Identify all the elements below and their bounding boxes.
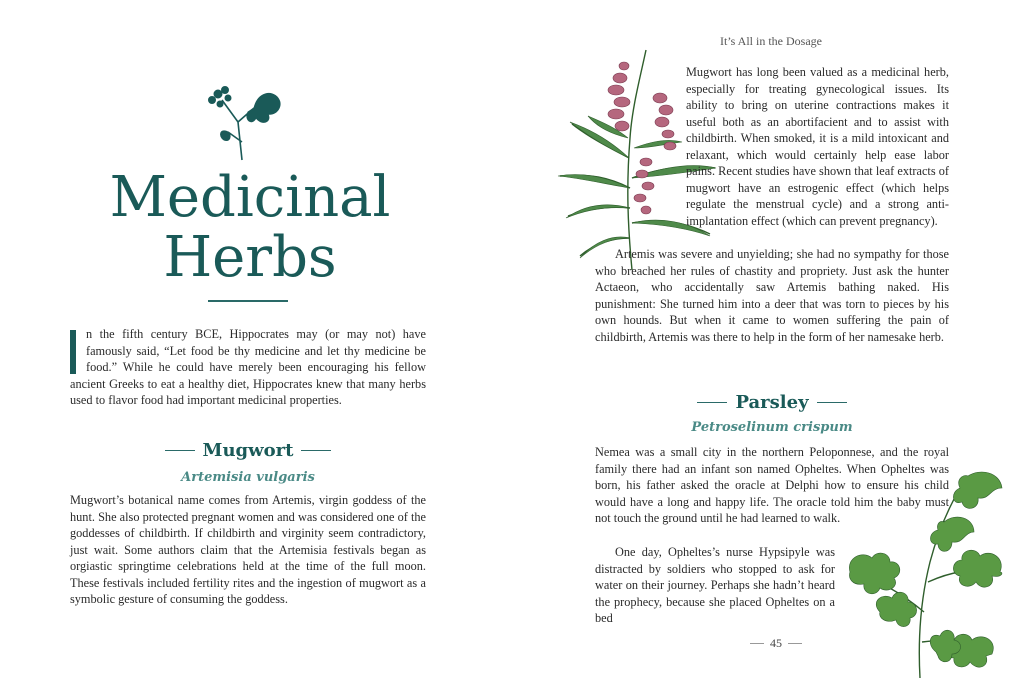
intro-text: n the fifth century BCE, Hippocrates may (or may not) have famously said, “Let food be thy medicine and let thy medicine be food.” While he could have merely been encouraging his fellow ancient Greeks to eat a healthy diet, Hippocrates knew that many herbs used to flavor food had important medicinal properties. — [70, 327, 426, 407]
parsley-text-1: Nemea was a small city in the northern Peloponnese, and the royal family there had an infant son named Opheltes. When Opheltes was born, his father asked the oracle at Delphi how to ensure his child would have a long and happy life. The oracle told him the baby must not touch the ground until he had learned to walk. — [595, 445, 949, 525]
page-number-dash-right — [788, 643, 802, 644]
mugwort-latin-name: Artemisia vulgaris — [181, 470, 315, 485]
mugwort-body — [70, 492, 426, 608]
chapter-title — [70, 165, 430, 290]
herb-sprig-icon — [198, 82, 288, 162]
heading-dash-right — [817, 402, 847, 403]
parsley-latin-name: Petroselinum crispum — [691, 420, 853, 435]
intro-paragraph — [70, 326, 426, 409]
drop-cap-i — [70, 330, 76, 374]
parsley-para2 — [595, 544, 835, 627]
mugwort-dosage-para2 — [595, 246, 949, 345]
title-divider — [208, 300, 288, 302]
heading-dash-right — [301, 450, 331, 451]
parsley-heading-text: Parsley — [735, 392, 809, 413]
mugwort-paragraph: Mugwort’s botanical name comes from Artemis, virgin goddess of the hunt. She also protected pregnant women and was considered one of the goddesses of childbirth. If childbirth and virginity seem contradictory, just wait. Some authors claim that the Artemisia festivals began as orgiastic springtime celebrations held at the time of the full moon. These festivals included fertility rites and the ingestion of mugwort as a symbolic gesture of consuming the goddess. — [70, 493, 426, 606]
heading-dash-left — [165, 450, 195, 451]
mugwort-dosage-text: Mugwort has long been valued as a medicinal herb, especially for treating gynecological issues. Its ability to bring on uterine contractions makes it useful both as an abortifacient and to assist with childbirth. When smoked, it is a mild intoxicant and relaxant, which would certainly help ease labor pains. Recent studies have shown that leaf extracts of mugwort have an estrogenic effect (which helps regulate the menstrual cycle) and a strong anti-implantation effect (which can prevent pregnancy). — [686, 65, 949, 228]
artemis-text: Artemis was severe and unyielding; she had no sympathy for those who breached her rules of chastity and propriety. Just ask the hunter Actaeon, who accidentally saw Artemis bathing naked. His punishment: She turned him into a deer that was torn to pieces by his own hounds. But when it came to women suffering the pain of childbirth, Artemis was there to help in the form of her namesake herb. — [595, 247, 949, 344]
heading-dash-left — [697, 402, 727, 403]
mugwort-heading-text: Mugwort — [202, 440, 294, 461]
page-number-dash-left — [750, 643, 764, 644]
parsley-text-2: One day, Opheltes’s nurse Hypsipyle was distracted by soldiers who stopped to ask for water on their journey. Perhaps she hadn’t heard the prophecy, because she placed Opheltes on a bed — [595, 545, 835, 625]
mugwort-dosage-para1 — [686, 64, 949, 229]
mugwort-heading — [70, 440, 426, 461]
chapter-title-line2: Herbs — [163, 225, 337, 290]
parsley-heading — [595, 392, 949, 413]
chapter-title-line1: Medicinal — [109, 165, 391, 230]
right-page — [510, 0, 1020, 680]
running-head: It’s All in the Dosage — [720, 34, 822, 48]
page-number-text: 45 — [770, 636, 782, 650]
page-number — [750, 636, 802, 651]
parsley-illustration — [840, 462, 1010, 680]
